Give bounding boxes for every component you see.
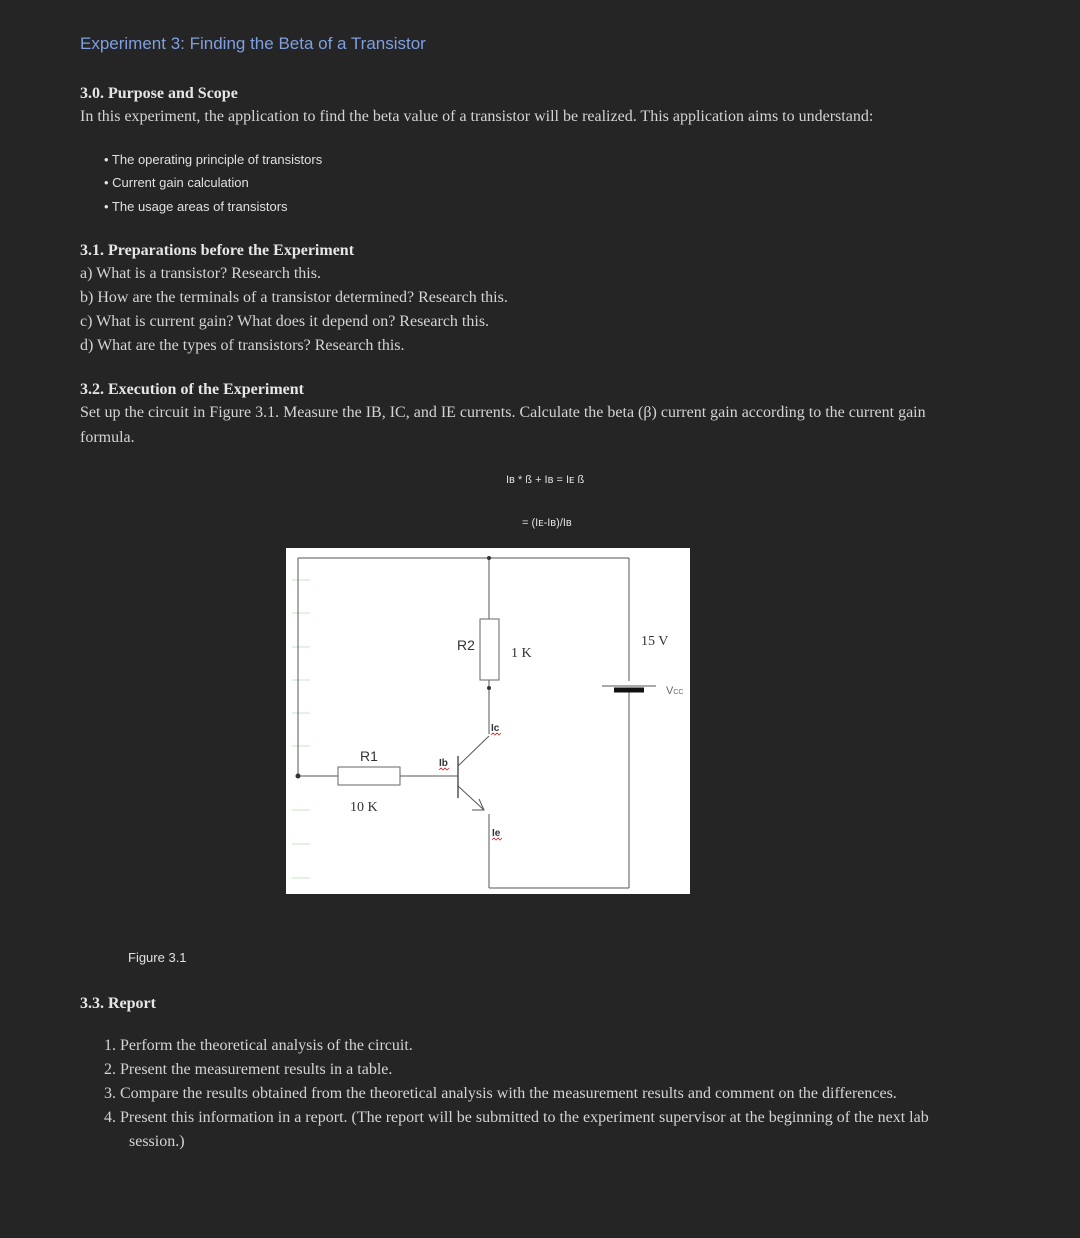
section-heading-report: 3.3. Report xyxy=(80,995,156,1012)
bullet-item: • Current gain calculation xyxy=(104,175,249,190)
section-heading-preparations: 3.1. Preparations before the Experiment xyxy=(80,242,355,259)
prep-item: a) What is a transistor? Research this. xyxy=(80,265,321,282)
vcc-subscript: CC xyxy=(673,689,684,696)
report-item: 4. Present this information in a report. (The report will be submitted to the experiment supervisor at the beginning of the next lab xyxy=(104,1109,929,1126)
report-item: 1. Perform the theoretical analysis of the circuit. xyxy=(104,1037,413,1054)
formula-line-1: Iʙ * ß + Iʙ = Iᴇ ß xyxy=(506,474,585,486)
report-item-cont: session.) xyxy=(129,1133,185,1150)
r2-label: R2 xyxy=(457,637,475,653)
purpose-text: In this experiment, the application to find the beta value of a transistor will be realized. This application aims to understand: xyxy=(80,108,874,125)
ic-label: Ic xyxy=(491,723,500,734)
execution-text: Set up the circuit in Figure 3.1. Measure the IB, IC, and IE currents. Calculate the beta (β) current gain according to the current gain xyxy=(80,404,926,421)
ie-label: Ie xyxy=(492,828,501,839)
figure-caption: Figure 3.1 xyxy=(128,950,187,965)
bullet-item: • The usage areas of transistors xyxy=(104,199,288,214)
vcc-label: V xyxy=(666,685,674,697)
circuit-figure xyxy=(286,548,690,894)
prep-item: b) How are the terminals of a transistor determined? Research this. xyxy=(80,289,508,306)
r2-value: 1 K xyxy=(511,646,532,661)
section-heading-execution: 3.2. Execution of the Experiment xyxy=(80,381,304,398)
section-heading-purpose: 3.0. Purpose and Scope xyxy=(80,85,238,102)
prep-item: d) What are the types of transistors? Research this. xyxy=(80,337,405,354)
formula-line-2: = (Iᴇ-Iʙ)/Iʙ xyxy=(522,517,572,529)
voltage-label: 15 V xyxy=(641,634,669,649)
ib-label: Ib xyxy=(439,758,448,769)
bullet-item: • The operating principle of transistors xyxy=(104,152,323,167)
r1-label: R1 xyxy=(360,748,378,764)
r1-value: 10 K xyxy=(350,800,378,815)
prep-item: c) What is current gain? What does it depend on? Research this. xyxy=(80,313,490,330)
report-item: 3. Compare the results obtained from the theoretical analysis with the measurement results and comment on the differences. xyxy=(104,1085,897,1102)
execution-text-cont: formula. xyxy=(80,429,135,446)
svg-text:VCC xyxy=(666,685,683,697)
page-title: Experiment 3: Finding the Beta of a Transistor xyxy=(80,34,426,53)
report-item: 2. Present the measurement results in a table. xyxy=(104,1061,393,1078)
